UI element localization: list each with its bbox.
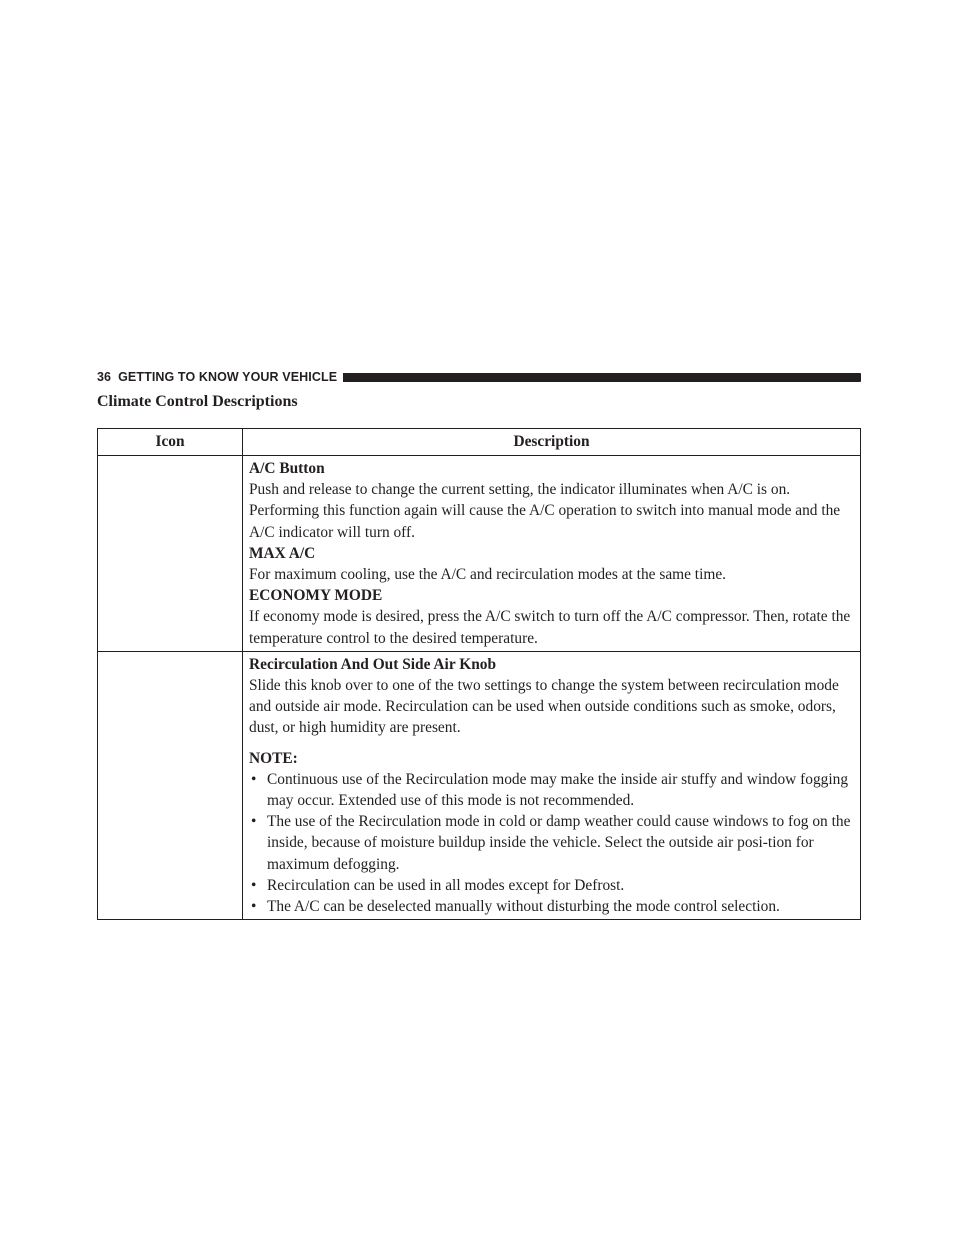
bullet-icon: • bbox=[251, 898, 257, 916]
bullet-text: Recirculation can be used in all modes except for Defrost. bbox=[267, 876, 625, 894]
page-header bbox=[97, 368, 861, 386]
icon-cell bbox=[98, 456, 243, 652]
list-item bbox=[249, 811, 854, 875]
economy-mode-heading: ECONOMY MODE bbox=[249, 587, 383, 605]
page-number: 36 bbox=[97, 370, 112, 384]
table-row bbox=[98, 651, 861, 919]
economy-mode-text: If economy mode is desired, press the A/C switch to turn off the A/C compressor. Then, rotate the temperature control to the desired temperature. bbox=[249, 608, 851, 647]
table-row bbox=[98, 456, 861, 652]
section-title: Climate Control Descriptions bbox=[97, 393, 298, 410]
column-header-description: Description bbox=[243, 429, 861, 456]
note-bullet-list bbox=[249, 769, 854, 917]
bullet-icon: • bbox=[251, 876, 257, 894]
column-header-icon: Icon bbox=[98, 429, 243, 456]
bullet-icon: • bbox=[251, 813, 257, 831]
climate-control-table bbox=[97, 428, 861, 920]
list-item bbox=[249, 896, 854, 917]
description-cell bbox=[243, 456, 861, 652]
section-name: GETTING TO KNOW YOUR VEHICLE bbox=[118, 370, 338, 384]
max-ac-heading: MAX A/C bbox=[249, 544, 316, 562]
max-ac-text: For maximum cooling, use the A/C and recirculation modes at the same time. bbox=[249, 566, 727, 584]
bullet-text: Continuous use of the Recirculation mode may make the inside air stuffy and window fogging may occur. Extended use of this mode is not recommended. bbox=[267, 770, 849, 810]
recirculation-text: Slide this knob over to one of the two settings to change the system between recirculation mode and outside air mode. Recirculation can be used when outside conditions such as smoke, odors, dust, or high humidity are present. bbox=[249, 677, 839, 737]
description-cell bbox=[243, 651, 861, 919]
ac-button-text: Push and release to change the current setting, the indicator illuminates when A/C is on. Performing this function again will cause the A/C operation to switch into manual mode and the A/C indicator will turn off. bbox=[249, 481, 841, 541]
header-rule bbox=[343, 373, 861, 382]
icon-cell bbox=[98, 651, 243, 919]
bullet-icon: • bbox=[251, 770, 257, 788]
list-item bbox=[249, 875, 854, 896]
ac-button-heading: A/C Button bbox=[249, 460, 325, 477]
table-header-row bbox=[98, 429, 861, 456]
list-item bbox=[249, 769, 854, 811]
recirculation-heading: Recirculation And Out Side Air Knob bbox=[249, 655, 497, 673]
note-label: NOTE: bbox=[249, 749, 298, 767]
bullet-text: The use of the Recirculation mode in cold or damp weather could cause windows to fog on the inside, because of moisture buildup inside the vehicle. Select the outside air posi-tion for maximum defogging. bbox=[267, 813, 851, 873]
bullet-text: The A/C can be deselected manually without disturbing the mode control selection. bbox=[267, 898, 780, 916]
